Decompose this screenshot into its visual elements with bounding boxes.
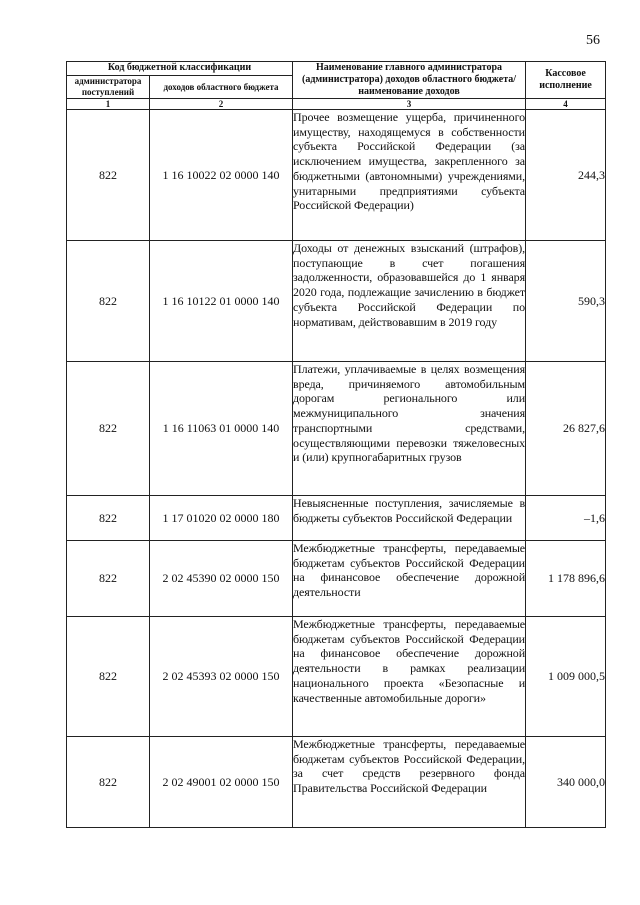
income-name: Платежи, уплачиваемые в целях возмещения вреда, причиняемого автомобильным дорогам регионального или межмуниципального значения транспортными средствами, осуществляющими перевозки тяжеловесных и (или) крупногабаритных грузов: [293, 362, 526, 496]
header-budget-classification: Код бюджетной классификации: [67, 62, 293, 76]
income-name: Межбюджетные трансферты, передаваемые бюджетам субъектов Российской Федерации на финансовое обеспечение дорожной деятельности: [293, 541, 526, 617]
execution-amount: –1,6: [526, 496, 606, 541]
income-code: 2 02 45393 02 0000 150: [150, 617, 293, 737]
header-admin: администратора поступлений: [67, 75, 150, 98]
table-row: [67, 617, 606, 737]
admin-code: 822: [67, 496, 150, 541]
income-code: 2 02 49001 02 0000 150: [150, 737, 293, 828]
income-name: Межбюджетные трансферты, передаваемые бюджетам субъектов Российской Федерации, за счет средств резервного фонда Правительства Российской Федерации: [293, 737, 526, 828]
income-name: Межбюджетные трансферты, передаваемые бюджетам субъектов Российской Федерации на финансовое обеспечение дорожной деятельности в рамках реализации национального проекта «Безопасные и качественные автомобильные дороги»: [293, 617, 526, 737]
admin-code: 822: [67, 362, 150, 496]
admin-code: 822: [67, 541, 150, 617]
income-code: 1 16 11063 01 0000 140: [150, 362, 293, 496]
execution-amount: 590,3: [526, 241, 606, 362]
admin-code: 822: [67, 737, 150, 828]
income-name: Невыясненные поступления, зачисляемые в бюджеты субъектов Российской Федерации: [293, 496, 526, 541]
table-row: [67, 362, 606, 496]
income-name: Прочее возмещение ущерба, причиненного имуществу, находящемуся в собственности субъекта Российской Федерации (за исключением имущества, закрепленного за бюджетными (автономными) учреждениями, унитарными предприятиями субъекта Российской Федерации): [293, 110, 526, 241]
income-code: 1 17 01020 02 0000 180: [150, 496, 293, 541]
execution-amount: 1 009 000,5: [526, 617, 606, 737]
column-number: 4: [526, 99, 606, 110]
header-execution: Кассовое исполнение: [526, 62, 606, 99]
admin-code: 822: [67, 617, 150, 737]
execution-amount: 1 178 896,6: [526, 541, 606, 617]
admin-code: 822: [67, 110, 150, 241]
page-number: 56: [586, 33, 600, 48]
execution-amount: 26 827,6: [526, 362, 606, 496]
table-body: [67, 110, 606, 828]
table-row: [67, 541, 606, 617]
header-income: доходов областного бюджета: [150, 75, 293, 98]
column-number: 3: [293, 99, 526, 110]
budget-table: [66, 61, 606, 828]
execution-amount: 244,3: [526, 110, 606, 241]
income-name: Доходы от денежных взысканий (штрафов), поступающие в счет погашения задолженности, образовавшейся до 1 января 2020 года, подлежащие зачислению в бюджет субъекта Российской Федерации по нормативам, действовавшим в 2019 году: [293, 241, 526, 362]
table-row: [67, 737, 606, 828]
header-numbers-row: [67, 99, 606, 110]
income-code: 1 16 10022 02 0000 140: [150, 110, 293, 241]
table-row: [67, 496, 606, 541]
income-code: 1 16 10122 01 0000 140: [150, 241, 293, 362]
table-row: [67, 110, 606, 241]
table-row: [67, 241, 606, 362]
column-number: 2: [150, 99, 293, 110]
execution-amount: 340 000,0: [526, 737, 606, 828]
admin-code: 822: [67, 241, 150, 362]
income-code: 2 02 45390 02 0000 150: [150, 541, 293, 617]
column-number: 1: [67, 99, 150, 110]
table-header: [67, 62, 606, 110]
header-name: Наименование главного администратора (администратора) доходов областного бюджета/ наименование доходов: [293, 62, 526, 99]
